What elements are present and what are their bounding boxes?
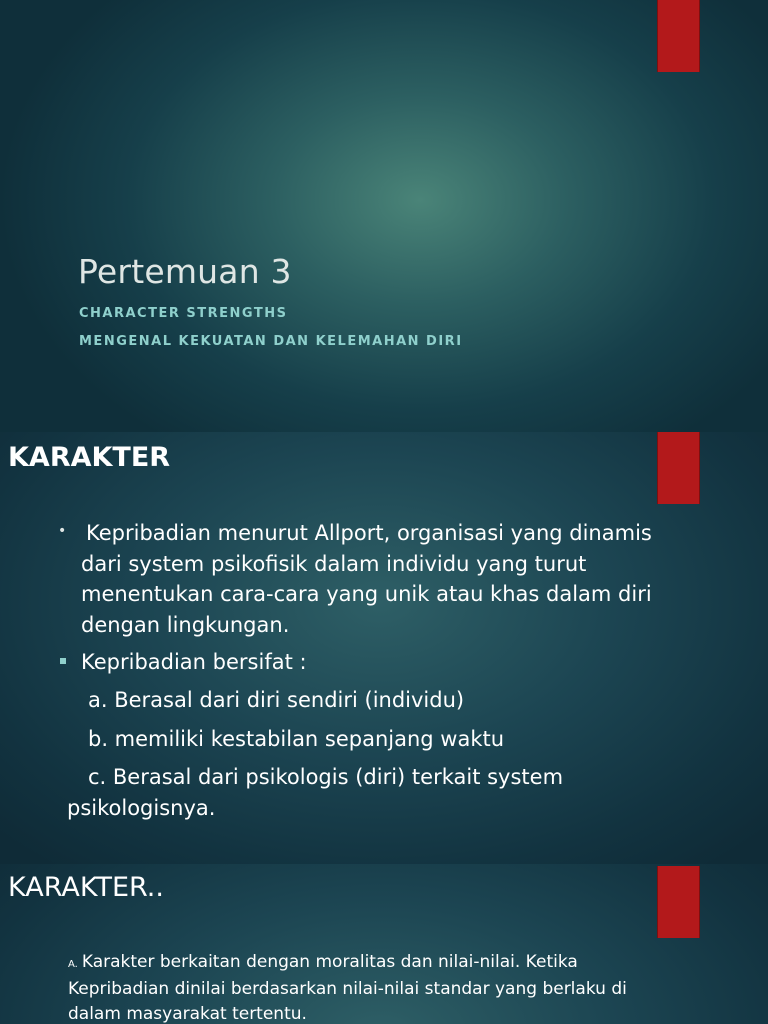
bullet-square-icon [60, 658, 66, 664]
list-item-a: a. Berasal dari diri sendiri (individu) [88, 688, 465, 712]
slide-subtitle-character-strengths: CHARACTER STRENGTHS [79, 306, 288, 321]
list-item-b: b. memiliki kestabilan sepanjang waktu [88, 727, 505, 751]
red-accent-tab [657, 432, 700, 504]
slide-subtitle-mengenal: MENGENAL KEKUATAN DAN KELEMAHAN DIRI [79, 334, 463, 349]
list-item-c-continued: psikologisnya. [67, 796, 216, 820]
red-accent-tab [657, 0, 700, 72]
slide-heading: KARAKTER.. [8, 872, 164, 903]
slide-heading: KARAKTER [8, 442, 171, 473]
bullet-text: Kepribadian menurut Allport, organisasi yang dinamis dari system psikofisik dalam individu yang turut menentukan cara-cara yang unik atau khas dalam diri dengan lingkungan. [81, 521, 652, 637]
paragraph [68, 950, 668, 1024]
slide-title-text: Pertemuan 3 [78, 252, 292, 291]
bullet-dot-icon: • [58, 523, 67, 539]
slide-karakter-continued[interactable] [0, 864, 768, 1024]
slide-karakter[interactable] [0, 432, 768, 864]
list-item-c: c. Berasal dari psikologis (diri) terkait system [88, 765, 564, 789]
slide-title[interactable] [0, 0, 768, 432]
bullet-item [58, 518, 668, 640]
paragraph-marker: A. [68, 959, 78, 970]
bullet-item [58, 647, 668, 678]
red-accent-tab [657, 866, 700, 938]
paragraph-text: Karakter berkaitan dengan moralitas dan nilai-nilai. Ketika Kepribadian dinilai berdasarkan nilai-nilai standar yang berlaku di dalam masyarakat tertentu. [68, 952, 627, 1024]
bullet-text: Kepribadian bersifat : [81, 650, 307, 674]
